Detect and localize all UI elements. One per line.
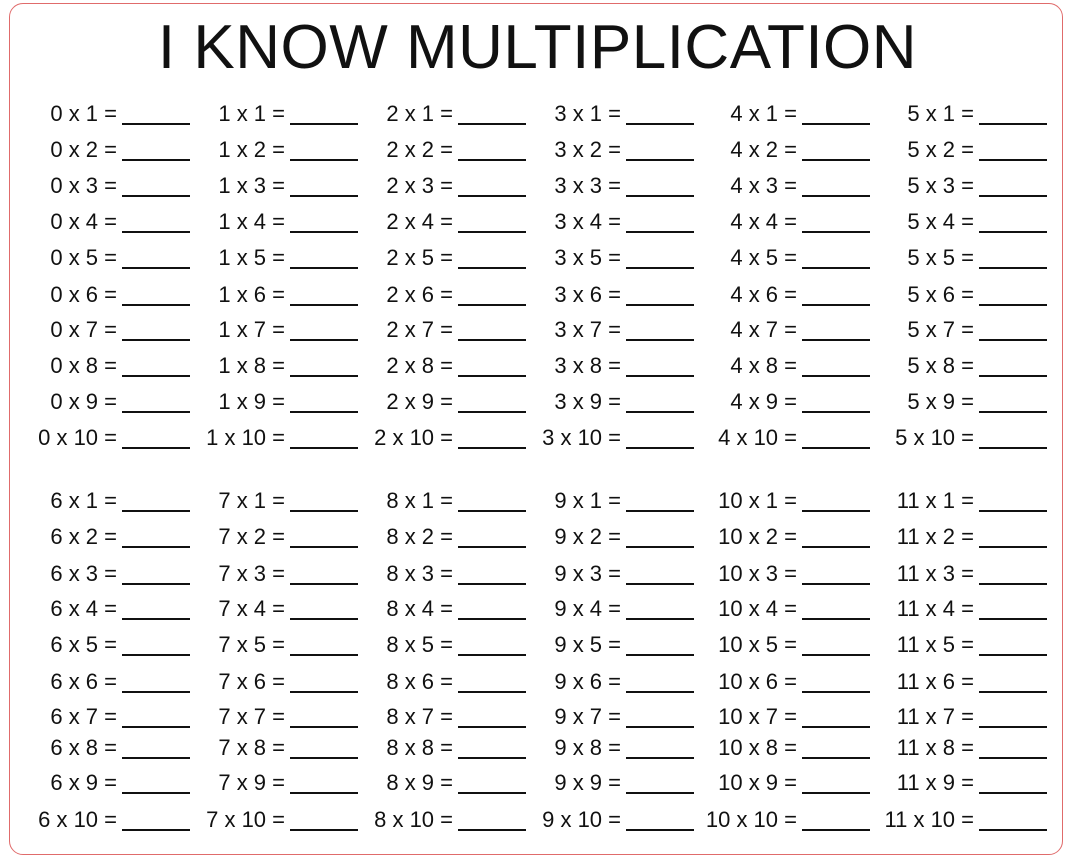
problem-row (0, 630, 1047, 660)
problem-expression: 11 x 5 = (896, 632, 974, 657)
answer-blank[interactable] (979, 757, 1047, 759)
problem-expression: 1 x 2 = (218, 137, 285, 162)
problem-expression: 5 x 6 = (907, 282, 974, 307)
problem-expression: 7 x 4 = (218, 596, 285, 621)
problem-expression: 2 x 10 = (374, 425, 453, 450)
problem-expression: 10 x 9 = (718, 770, 797, 795)
problem-expression: 2 x 7 = (386, 317, 453, 342)
problem-expression: 2 x 6 = (386, 282, 453, 307)
problem-expression: 8 x 5 = (386, 632, 453, 657)
problem-expression: 11 x 1 = (896, 488, 974, 513)
answer-blank[interactable] (979, 123, 1047, 125)
problem-expression: 4 x 4 = (730, 209, 797, 234)
problem-expression: 3 x 5 = (554, 245, 621, 270)
problem-expression: 10 x 4 = (718, 596, 797, 621)
problem-expression: 1 x 6 = (218, 282, 285, 307)
problem-row (0, 486, 1047, 516)
problem-expression: 5 x 2 = (907, 137, 974, 162)
problem-expression: 4 x 2 = (730, 137, 797, 162)
problem-row (0, 171, 1047, 201)
problem-expression: 8 x 8 = (386, 735, 453, 760)
problem-expression: 10 x 2 = (718, 524, 797, 549)
answer-blank[interactable] (979, 159, 1047, 161)
problem-row (0, 351, 1047, 381)
answer-blank[interactable] (979, 304, 1047, 306)
problem-expression: 0 x 10 = (38, 425, 117, 450)
problem-expression: 3 x 4 = (554, 209, 621, 234)
problem-expression: 6 x 9 = (50, 770, 117, 795)
problem-expression: 4 x 10 = (718, 425, 797, 450)
answer-blank[interactable] (979, 510, 1047, 512)
problem-expression: 1 x 5 = (218, 245, 285, 270)
problem-row (0, 522, 1047, 552)
problem-expression: 3 x 8 = (554, 353, 621, 378)
problem-expression: 11 x 9 = (896, 770, 974, 795)
problem-expression: 9 x 7 = (554, 704, 621, 729)
problem-expression: 4 x 8 = (730, 353, 797, 378)
problem-row (0, 559, 1047, 589)
problem-expression: 2 x 5 = (386, 245, 453, 270)
problem-expression: 1 x 7 = (218, 317, 285, 342)
problem-expression: 4 x 6 = (730, 282, 797, 307)
answer-blank[interactable] (979, 618, 1047, 620)
answer-blank[interactable] (979, 654, 1047, 656)
problem-expression: 2 x 1 = (386, 101, 453, 126)
problem-expression: 2 x 4 = (386, 209, 453, 234)
problem-expression: 7 x 7 = (218, 704, 285, 729)
problem-expression: 10 x 3 = (718, 561, 797, 586)
problem-row (0, 667, 1047, 697)
answer-blank[interactable] (979, 447, 1047, 449)
problem-expression: 7 x 6 = (218, 669, 285, 694)
page-title: I KNOW MULTIPLICATION (157, 13, 918, 82)
problem-row (0, 280, 1047, 310)
problem-expression: 5 x 1 = (907, 101, 974, 126)
problem-expression: 0 x 3 = (50, 173, 117, 198)
problem-expression: 4 x 3 = (730, 173, 797, 198)
problem-expression: 0 x 1 = (50, 101, 117, 126)
problem-expression: 0 x 2 = (50, 137, 117, 162)
problem-expression: 9 x 2 = (554, 524, 621, 549)
problem-expression: 7 x 1 = (218, 488, 285, 513)
problem-expression: 10 x 7 = (718, 704, 797, 729)
answer-blank[interactable] (979, 195, 1047, 197)
problem-expression: 8 x 10 = (374, 807, 453, 832)
problem-expression: 7 x 5 = (218, 632, 285, 657)
problem-expression: 9 x 1 = (554, 488, 621, 513)
problem-expression: 3 x 1 = (554, 101, 621, 126)
answer-blank[interactable] (979, 792, 1047, 794)
problem-expression: 1 x 3 = (218, 173, 285, 198)
problem-expression: 9 x 6 = (554, 669, 621, 694)
problem-expression: 9 x 9 = (554, 770, 621, 795)
problem-expression: 8 x 3 = (386, 561, 453, 586)
problem-expression: 11 x 4 = (896, 596, 974, 621)
problem-expression: 9 x 5 = (554, 632, 621, 657)
problem-expression: 0 x 4 = (50, 209, 117, 234)
problem-expression: 9 x 8 = (554, 735, 621, 760)
answer-blank[interactable] (979, 267, 1047, 269)
answer-blank[interactable] (979, 726, 1047, 728)
problem-expression: 3 x 2 = (554, 137, 621, 162)
problem-expression: 10 x 8 = (718, 735, 797, 760)
problem-expression: 8 x 2 = (386, 524, 453, 549)
answer-blank[interactable] (979, 691, 1047, 693)
problem-expression: 7 x 2 = (218, 524, 285, 549)
problem-row (0, 315, 1047, 345)
problem-expression: 5 x 8 = (907, 353, 974, 378)
problem-expression: 6 x 6 = (50, 669, 117, 694)
problem-expression: 5 x 7 = (907, 317, 974, 342)
problem-expression: 2 x 2 = (386, 137, 453, 162)
problem-row (0, 805, 1047, 835)
problem-expression: 6 x 2 = (50, 524, 117, 549)
problem-expression: 2 x 9 = (386, 389, 453, 414)
answer-blank[interactable] (979, 339, 1047, 341)
problem-expression: 0 x 8 = (50, 353, 117, 378)
problem-expression: 1 x 10 = (206, 425, 285, 450)
problem-row (0, 423, 1047, 453)
problem-expression: 6 x 5 = (50, 632, 117, 657)
problem-expression: 3 x 10 = (542, 425, 621, 450)
problem-expression: 8 x 1 = (386, 488, 453, 513)
problem-expression: 9 x 3 = (554, 561, 621, 586)
answer-blank[interactable] (979, 231, 1047, 233)
problem-expression: 10 x 6 = (718, 669, 797, 694)
problem-expression: 3 x 3 = (554, 173, 621, 198)
answer-blank[interactable] (979, 829, 1047, 831)
problem-expression: 10 x 5 = (718, 632, 797, 657)
problem-expression: 6 x 10 = (38, 807, 117, 832)
problem-expression: 1 x 8 = (218, 353, 285, 378)
problem-expression: 11 x 7 = (896, 704, 974, 729)
problem-expression: 5 x 5 = (907, 245, 974, 270)
problem-expression: 3 x 6 = (554, 282, 621, 307)
problem-expression: 7 x 8 = (218, 735, 285, 760)
problem-row (0, 207, 1047, 237)
problem-expression: 11 x 2 = (896, 524, 974, 549)
problem-expression: 0 x 6 = (50, 282, 117, 307)
problem-expression: 4 x 7 = (730, 317, 797, 342)
problem-expression: 7 x 3 = (218, 561, 285, 586)
problem-expression: 1 x 1 = (218, 101, 285, 126)
problem-expression: 8 x 4 = (386, 596, 453, 621)
problem-expression: 3 x 9 = (554, 389, 621, 414)
problem-expression: 5 x 10 = (895, 425, 974, 450)
problem-expression: 0 x 9 = (50, 389, 117, 414)
problem-expression: 11 x 10 = (884, 807, 974, 832)
problem-expression: 10 x 10 = (705, 807, 797, 832)
problem-expression: 8 x 6 = (386, 669, 453, 694)
problem-expression: 0 x 7 = (50, 317, 117, 342)
answer-blank[interactable] (979, 411, 1047, 413)
problem-row (0, 733, 1047, 763)
problem-expression: 4 x 9 = (730, 389, 797, 414)
problem-expression: 11 x 6 = (896, 669, 974, 694)
problem-expression: 4 x 1 = (730, 101, 797, 126)
problem-expression: 5 x 4 = (907, 209, 974, 234)
problem-expression: 5 x 3 = (907, 173, 974, 198)
problem-expression: 7 x 9 = (218, 770, 285, 795)
problem-expression: 3 x 7 = (554, 317, 621, 342)
problem-expression: 7 x 10 = (206, 807, 285, 832)
problem-expression: 4 x 5 = (730, 245, 797, 270)
answer-blank[interactable] (979, 546, 1047, 548)
problem-expression: 10 x 1 = (718, 488, 797, 513)
problem-expression: 8 x 7 = (386, 704, 453, 729)
problem-expression: 6 x 1 = (50, 488, 117, 513)
problem-row (0, 702, 1047, 732)
problem-row (0, 594, 1047, 624)
problem-row (0, 99, 1047, 129)
problem-row (0, 243, 1047, 273)
problem-expression: 2 x 3 = (386, 173, 453, 198)
problem-expression: 5 x 9 = (907, 389, 974, 414)
problem-expression: 8 x 9 = (386, 770, 453, 795)
problem-expression: 6 x 3 = (50, 561, 117, 586)
problem-expression: 9 x 4 = (554, 596, 621, 621)
answer-blank[interactable] (979, 583, 1047, 585)
problem-expression: 6 x 8 = (50, 735, 117, 760)
problem-expression: 1 x 9 = (218, 389, 285, 414)
problem-expression: 6 x 7 = (50, 704, 117, 729)
problem-expression: 1 x 4 = (218, 209, 285, 234)
problem-row (0, 768, 1047, 798)
problem-expression: 11 x 3 = (896, 561, 974, 586)
problem-row (0, 387, 1047, 417)
problem-expression: 2 x 8 = (386, 353, 453, 378)
problem-expression: 6 x 4 = (50, 596, 117, 621)
answer-blank[interactable] (979, 375, 1047, 377)
problem-row (0, 135, 1047, 165)
problem-expression: 9 x 10 = (542, 807, 621, 832)
problem-expression: 11 x 8 = (896, 735, 974, 760)
problem-expression: 0 x 5 = (50, 245, 117, 270)
